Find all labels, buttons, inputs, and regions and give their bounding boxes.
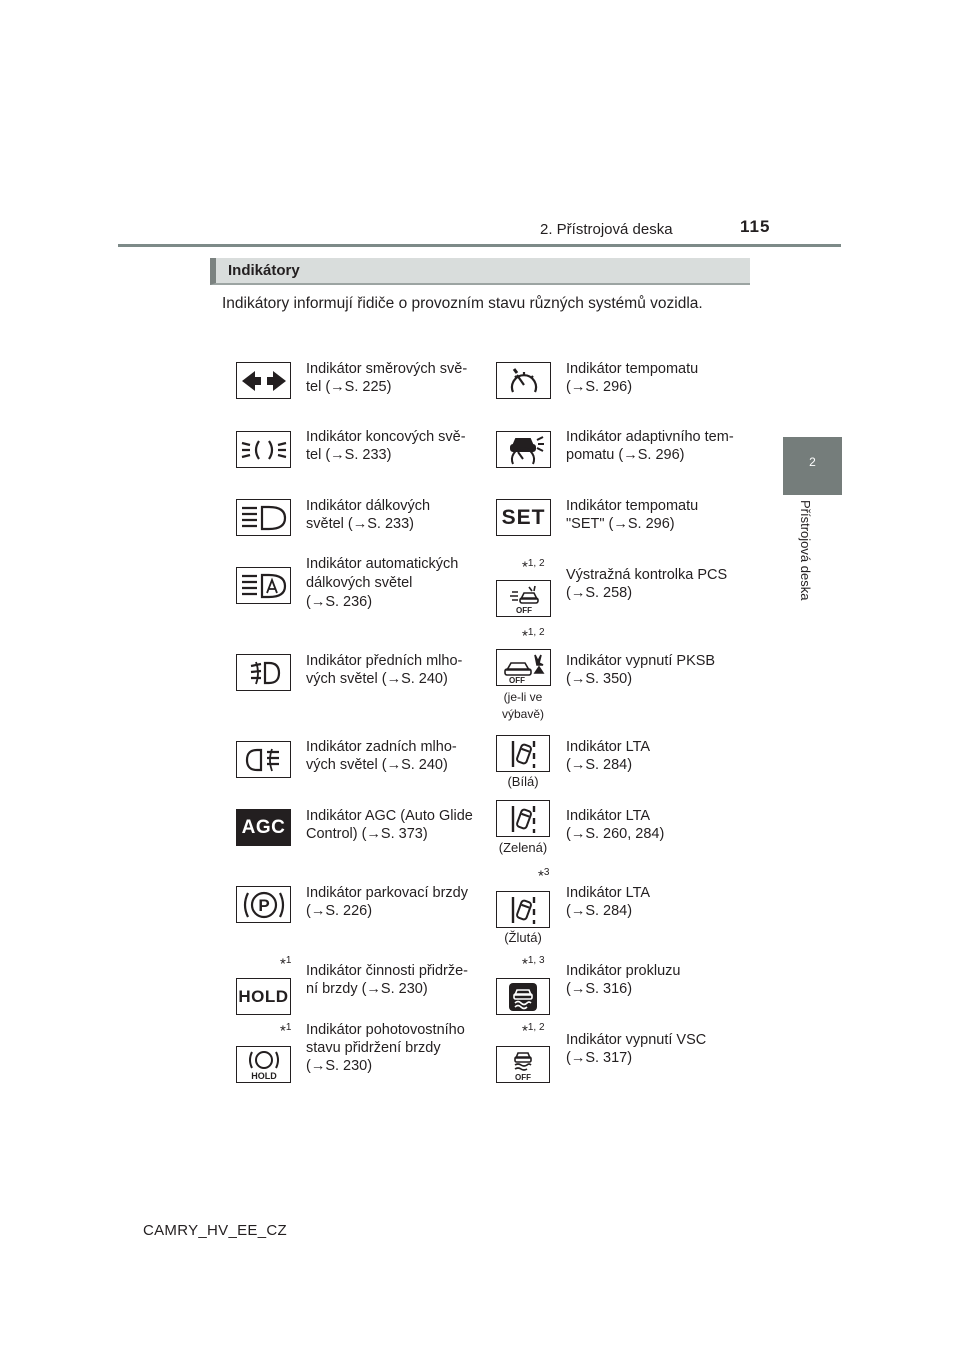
indicator-desc: Indikátor tempomatu "SET" (→S. 296) bbox=[566, 498, 699, 532]
indicator-desc: Výstražná kontrolka PCS (→S. 258) bbox=[566, 567, 728, 601]
indicator-desc: Indikátor LTA (→S. 284) bbox=[566, 885, 651, 919]
tail-light-icon bbox=[236, 431, 291, 468]
indicator-desc: Indikátor dálkových světel (→S. 233) bbox=[306, 498, 431, 532]
rear-fog-light-icon bbox=[236, 741, 291, 778]
footnote-marker: *$^1$ bbox=[280, 1022, 292, 1040]
footnote-marker: *$^{1, 2}$ bbox=[522, 558, 545, 576]
indicator-sub-label: (je-li ve výbavě) bbox=[501, 690, 545, 721]
footnote-marker: *$^{1, 2}$ bbox=[522, 627, 545, 645]
lta-icon bbox=[496, 735, 550, 772]
indicator-desc: Indikátor koncových svě- tel (→S. 233) bbox=[306, 429, 466, 463]
turn-signal-arrows-icon bbox=[236, 362, 291, 399]
indicator-sub-label: (Bílá) bbox=[507, 774, 539, 789]
indicator-desc: Indikátor automatických dálkových světel (→S. 236) bbox=[306, 556, 459, 610]
hold-icon-text: HOLD bbox=[238, 986, 289, 1006]
lta-icon bbox=[496, 800, 550, 837]
pcs-icon-text: OFF bbox=[515, 605, 532, 615]
indicator-desc: Indikátor LTA (→S. 260, 284) bbox=[566, 808, 665, 842]
high-beam-icon bbox=[236, 499, 291, 536]
hold-standby-icon-text: HOLD bbox=[250, 1070, 277, 1081]
vsc-icon-text: OFF bbox=[515, 1072, 531, 1082]
parking-brake-icon bbox=[236, 886, 291, 923]
section-intro: Indikátory informují řidiče o provozním stavu různých systémů vozidla. bbox=[222, 295, 703, 312]
indicator-desc: Indikátor AGC (Auto Glide Control) (→S. 373) bbox=[306, 808, 473, 842]
slip-icon bbox=[496, 978, 550, 1015]
indicator-desc: Indikátor zadních mlho- vých světel (→S. 240) bbox=[306, 739, 457, 773]
pksb-off-icon bbox=[496, 649, 551, 686]
section-title: Indikátory bbox=[228, 262, 300, 279]
hold-standby-icon bbox=[236, 1046, 291, 1083]
indicator-desc: Indikátor parkovací brzdy (→S. 226) bbox=[306, 885, 468, 919]
lta-icon bbox=[496, 891, 550, 928]
vsc-off-icon bbox=[496, 1046, 550, 1083]
indicator-desc: Indikátor prokluzu (→S. 316) bbox=[566, 963, 681, 997]
cruise-set-icon-text: SET bbox=[501, 505, 546, 529]
page-number: 115 bbox=[740, 217, 771, 236]
chapter-tab-label: Přístrojová deska bbox=[798, 500, 813, 601]
footnote-marker: *$^{1, 3}$ bbox=[522, 955, 545, 973]
agc-icon-text: AGC bbox=[241, 816, 286, 838]
hold-icon bbox=[236, 978, 291, 1015]
indicator-sub-label: (Zelená) bbox=[498, 840, 548, 855]
indicator-desc: Indikátor směrových svě- tel (→S. 225) bbox=[306, 361, 468, 395]
indicator-desc: Indikátor činnosti přidrže- ní brzdy (→S. 230) bbox=[306, 963, 468, 997]
footnote-marker: *$^{1, 2}$ bbox=[522, 1022, 545, 1040]
indicator-sub-label: (Žlutá) bbox=[504, 930, 542, 945]
cruise-set-icon bbox=[496, 499, 551, 536]
chapter-tab-number: 2 bbox=[809, 455, 816, 469]
auto-high-beam-icon bbox=[236, 567, 291, 604]
pksb-icon-text: OFF bbox=[508, 675, 525, 685]
adaptive-cruise-icon bbox=[496, 431, 551, 468]
indicator-desc: Indikátor předních mlho- vých světel (→S. 240) bbox=[306, 653, 463, 687]
indicator-desc: Indikátor tempomatu (→S. 296) bbox=[566, 361, 699, 395]
indicator-desc: Indikátor adaptivního tem- pomatu (→S. 296) bbox=[566, 429, 734, 463]
header-section-title: 2. Přístrojová deska bbox=[540, 221, 673, 238]
header-divider bbox=[118, 244, 841, 247]
pcs-warning-icon bbox=[496, 580, 551, 617]
parking-brake-icon-text: P bbox=[257, 895, 270, 915]
footnote-marker: *$^3$ bbox=[538, 867, 550, 885]
section-heading-bar bbox=[210, 258, 750, 285]
indicator-desc: Indikátor LTA (→S. 284) bbox=[566, 739, 651, 773]
indicator-desc: Indikátor vypnutí PKSB (→S. 350) bbox=[566, 653, 716, 687]
chapter-tab bbox=[783, 437, 842, 495]
indicator-desc: Indikátor pohotovostního stavu přidržení brzdy (→S. 230) bbox=[306, 1022, 465, 1074]
indicator-desc: Indikátor vypnutí VSC (→S. 317) bbox=[566, 1032, 707, 1066]
cruise-control-icon bbox=[496, 362, 551, 399]
front-fog-light-icon bbox=[236, 654, 291, 691]
agc-icon bbox=[236, 809, 291, 846]
footnote-marker: *$^1$ bbox=[280, 955, 292, 973]
document-code: CAMRY_HV_EE_CZ bbox=[143, 1222, 287, 1239]
